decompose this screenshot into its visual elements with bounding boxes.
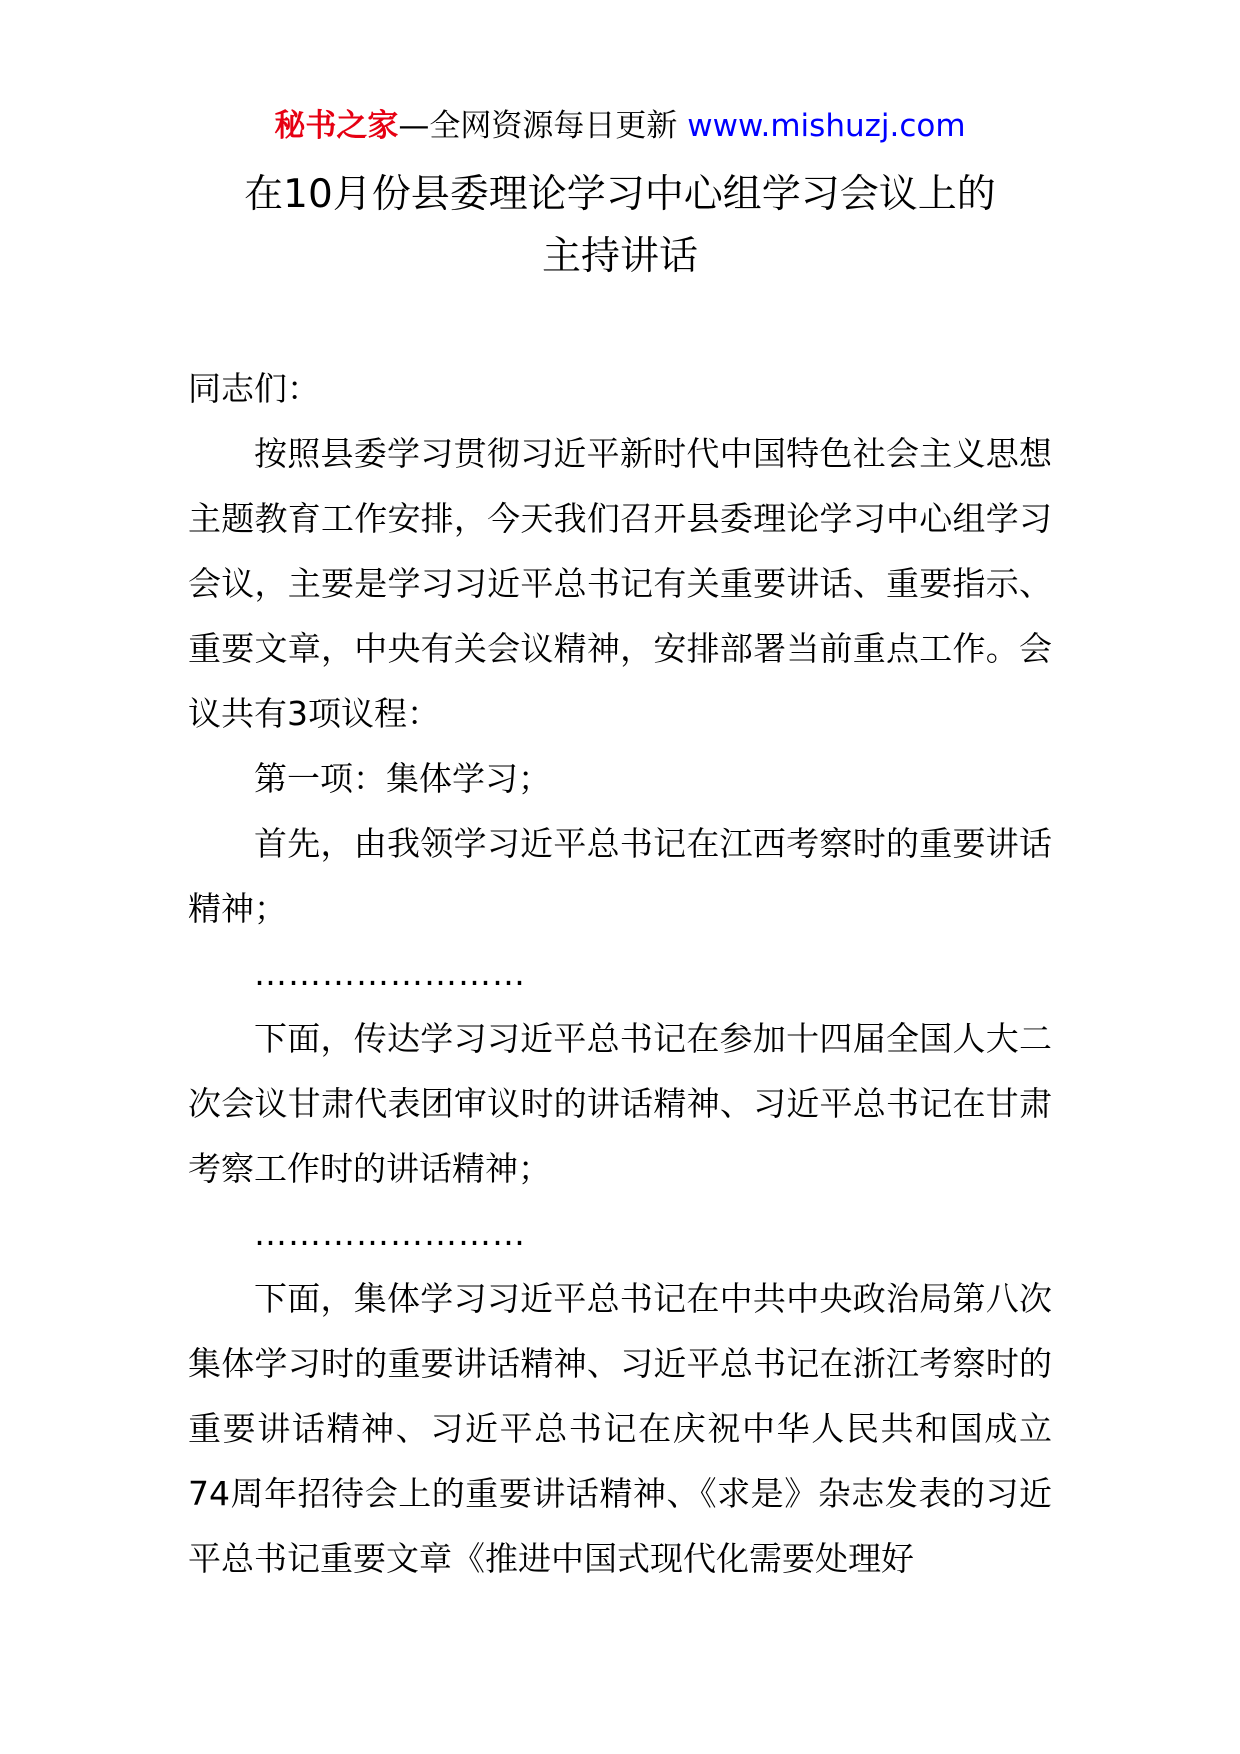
greeting: 同志们： xyxy=(188,369,320,408)
paragraph-intro: 按照县委学习贯彻习近平新时代中国特色社会主义思想主题教育工作安排，今天我们召开县委理论学习中心组学习会议，主要是学习习近平总书记有关重要讲话、重要指示、重要文章，中央有关会议精神，安排部署当前重点工作。会议共有3项议程： xyxy=(188,434,1052,733)
paragraph-third-study: 下面，集体学习习近平总书记在中共中央政治局第八次集体学习时的重要讲话精神、习近平总书记在浙江考察时的重要讲话精神、习近平总书记在庆祝中华人民共和国成立74周年招待会上的重要讲话精神、《求是》杂志发表的习近平总书记重要文章《推进中国式现代化需要处理好 xyxy=(188,1279,1052,1578)
document-body xyxy=(188,356,1052,1591)
site-header xyxy=(0,104,1240,148)
paragraph-first-study: 首先，由我领学习近平总书记在江西考察时的重要讲话精神； xyxy=(188,824,1052,928)
site-brand: 秘书之家 xyxy=(274,108,399,144)
document-title-line-1: 在10月份县委理论学习中心组学习会议上的 xyxy=(244,172,996,217)
site-url-link[interactable]: www.mishuzj.com xyxy=(687,108,966,144)
document-title xyxy=(0,164,1240,288)
ellipsis-line: …………………… xyxy=(254,954,526,993)
paragraph-agenda-item-1: 第一项：集体学习； xyxy=(254,759,551,798)
document-title-line-2: 主持讲话 xyxy=(541,234,698,279)
paragraph-second-study: 下面，传达学习习近平总书记在参加十四届全国人大二次会议甘肃代表团审议时的讲话精神、习近平总书记在甘肃考察工作时的讲话精神； xyxy=(188,1019,1052,1188)
ellipsis-line: …………………… xyxy=(254,1214,526,1253)
site-slogan: —全网资源每日更新 xyxy=(398,108,678,144)
